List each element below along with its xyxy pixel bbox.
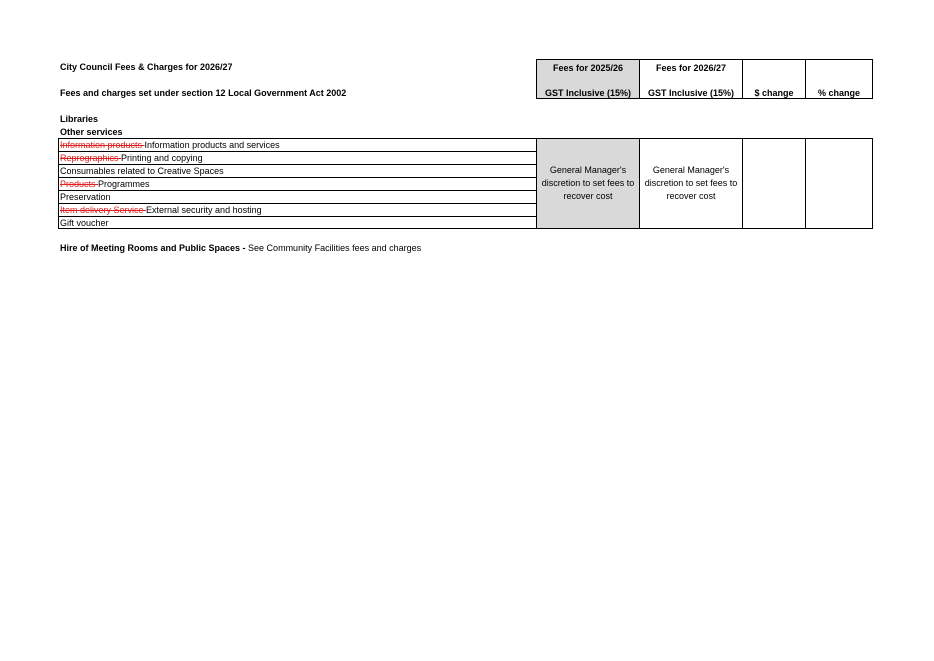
row-divider bbox=[58, 190, 536, 191]
item-label: Consumables related to Creative Spaces bbox=[60, 166, 224, 176]
list-item bbox=[60, 192, 111, 202]
header-dollar-change-box bbox=[742, 59, 806, 99]
item-label: Gift voucher bbox=[60, 218, 109, 228]
item-label: Preservation bbox=[60, 192, 111, 202]
header-gst-2025-label: GST Inclusive (15%) bbox=[544, 88, 632, 98]
list-item bbox=[60, 179, 150, 189]
page-subtitle: Fees and charges set under section 12 Local Government Act 2002 bbox=[60, 88, 347, 98]
fees-2026-note: General Manager's discretion to set fees to recover cost bbox=[644, 165, 738, 201]
column-divider bbox=[639, 138, 640, 229]
row-divider bbox=[58, 138, 536, 139]
column-divider bbox=[536, 138, 537, 229]
header-percent-change-box bbox=[805, 59, 873, 99]
row-divider bbox=[58, 177, 536, 178]
deleted-text: Reprographics bbox=[60, 153, 122, 163]
deleted-text: Information products bbox=[60, 140, 145, 150]
section-heading: Libraries bbox=[60, 114, 99, 124]
row-divider bbox=[58, 151, 536, 152]
table-bottom-border bbox=[58, 228, 873, 229]
item-label: Programmes bbox=[98, 179, 150, 189]
list-item bbox=[60, 218, 109, 228]
item-label: Information products and services bbox=[144, 140, 280, 150]
table-right-border bbox=[872, 138, 873, 229]
header-percent-change-label: % change bbox=[817, 88, 860, 98]
header-fees-2025-box bbox=[536, 59, 640, 99]
deleted-text: Item delivery Service bbox=[60, 205, 147, 215]
row-divider bbox=[58, 203, 536, 204]
header-gst-2026-label: GST Inclusive (15%) bbox=[647, 88, 735, 98]
header-fees-2025-label: Fees for 2025/26 bbox=[552, 63, 624, 73]
deleted-text: Products bbox=[60, 179, 99, 189]
list-item bbox=[60, 166, 224, 176]
column-divider bbox=[805, 138, 806, 229]
item-label: External security and hosting bbox=[146, 205, 262, 215]
fees-2025-note: General Manager's discretion to set fees to recover cost bbox=[541, 165, 635, 201]
table-top-border bbox=[536, 138, 873, 139]
footer-text: See Community Facilities fees and charges bbox=[248, 243, 422, 253]
table-left-border bbox=[58, 138, 59, 229]
section-subheading: Other services bbox=[60, 127, 123, 137]
list-item bbox=[60, 205, 262, 215]
list-item bbox=[60, 140, 280, 150]
header-fees-2026-box bbox=[639, 59, 743, 99]
row-divider bbox=[58, 164, 536, 165]
footer-note bbox=[60, 243, 421, 253]
column-divider bbox=[742, 138, 743, 229]
list-item bbox=[60, 153, 203, 163]
header-fees-2026-label: Fees for 2026/27 bbox=[655, 63, 727, 73]
header-dollar-change-label: $ change bbox=[754, 88, 794, 98]
page-title: City Council Fees & Charges for 2026/27 bbox=[60, 62, 233, 72]
row-divider bbox=[58, 216, 536, 217]
footer-heading: Hire of Meeting Rooms and Public Spaces - bbox=[60, 243, 249, 253]
item-label: Printing and copying bbox=[121, 153, 203, 163]
